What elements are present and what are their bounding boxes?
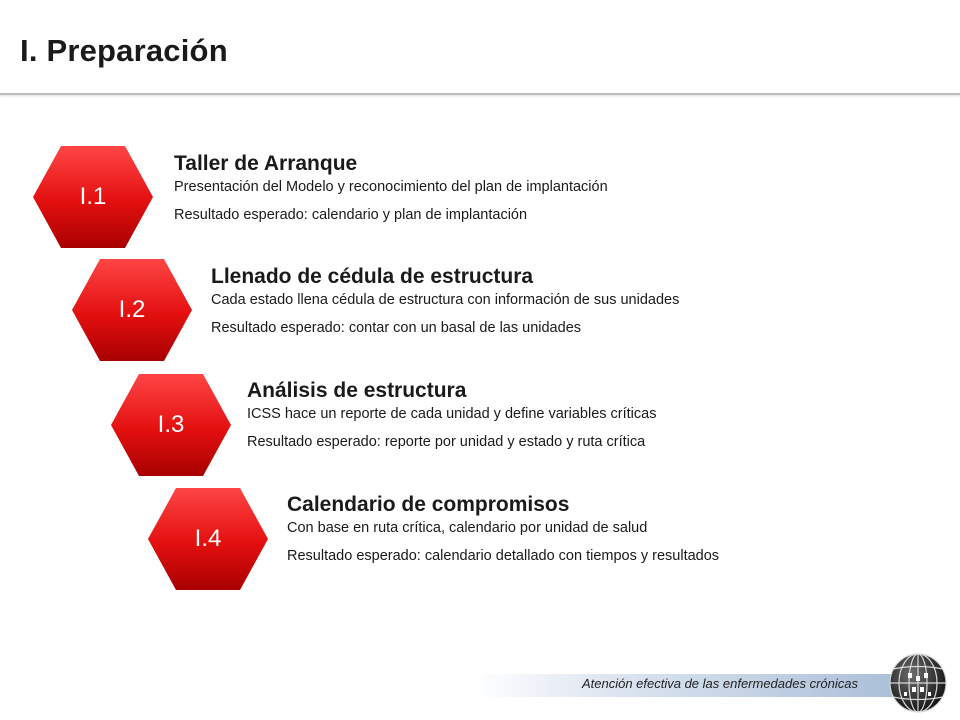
step-3-expected-result: Resultado esperado: reporte por unidad y estado y ruta crítica xyxy=(247,434,646,450)
step-1-heading: Taller de Arranque xyxy=(174,152,358,175)
step-3-heading: Análisis de estructura xyxy=(247,379,467,402)
step-1-text xyxy=(174,152,608,223)
step-2-text xyxy=(211,265,679,336)
step-2-badge xyxy=(72,259,192,361)
slide-title: I. Preparación xyxy=(20,33,228,68)
step-3-text xyxy=(247,379,656,450)
title-divider xyxy=(0,93,960,95)
step-3-badge xyxy=(111,374,231,476)
step-1-badge xyxy=(33,146,153,248)
step-2-expected-result: Resultado esperado: contar con un basal de las unidades xyxy=(211,320,582,336)
step-4-expected-result: Resultado esperado: calendario detallado con tiempos y resultados xyxy=(287,548,720,564)
footer-text: Atención efectiva de las enfermedades crónicas xyxy=(581,676,858,691)
step-2-description: Cada estado llena cédula de estructura con información de sus unidades xyxy=(211,292,680,308)
globe-logo-icon xyxy=(888,652,948,714)
step-4-badge-label: I.4 xyxy=(194,525,222,552)
step-1-expected-result: Resultado esperado: calendario y plan de implantación xyxy=(174,207,528,223)
step-3-badge-label: I.3 xyxy=(157,411,185,438)
step-4-description: Con base en ruta crítica, calendario por unidad de salud xyxy=(287,520,648,536)
step-3-description: ICSS hace un reporte de cada unidad y define variables críticas xyxy=(247,406,657,422)
step-2-heading: Llenado de cédula de estructura xyxy=(211,265,534,288)
step-4-badge xyxy=(148,488,268,590)
step-1-badge-label: I.1 xyxy=(79,183,107,210)
step-2-badge-label: I.2 xyxy=(118,296,146,323)
step-1-description: Presentación del Modelo y reconocimiento del plan de implantación xyxy=(174,179,608,195)
step-4-text xyxy=(287,493,719,564)
step-4-heading: Calendario de compromisos xyxy=(287,493,570,516)
